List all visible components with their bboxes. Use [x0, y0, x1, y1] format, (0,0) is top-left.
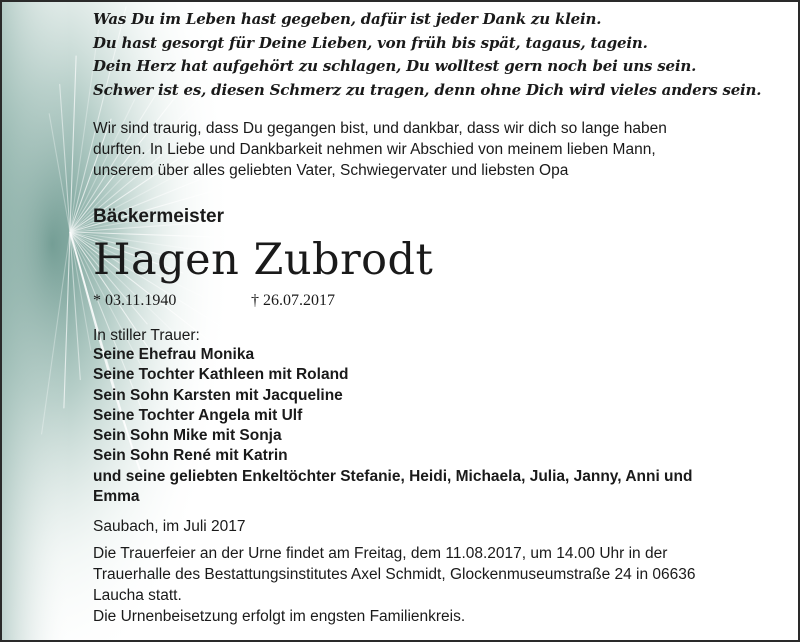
- funeral-line: Die Trauerfeier an der Urne findet am Freitag, dem 11.08.2017, um 14.00 Uhr in der: [93, 545, 668, 562]
- funeral-line: Die Urnenbeisetzung erfolgt im engsten Familienkreis.: [93, 608, 466, 625]
- mourner-line: Seine Tochter Kathleen mit Roland: [93, 366, 349, 384]
- verse-line: Du hast gesorgt für Deine Lieben, von früh bis spät, tagaus, tagein.: [93, 33, 648, 52]
- birth-date: * 03.11.1940: [93, 292, 177, 309]
- verse-line: Dein Herz hat aufgehört zu schlagen, Du wolltest gern noch bei uns sein.: [93, 57, 697, 75]
- funeral-line: Laucha statt.: [93, 587, 182, 604]
- intro-line: durften. In Liebe und Dankbarkeit nehmen wir Abschied von meinem lieben Mann,: [93, 141, 656, 158]
- place-and-date: Saubach, im Juli 2017: [93, 518, 246, 535]
- mourner-line: Sein Sohn René mit Katrin: [93, 447, 288, 465]
- funeral-line: Trauerhalle des Bestattungsinstitutes Axel Schmidt, Glockenmuseumstraße 24 in 06636: [93, 566, 696, 583]
- deceased-title: Bäckermeister: [93, 206, 224, 227]
- deceased-name: Hagen Zubrodt: [93, 235, 434, 285]
- verse-line: Was Du im Leben hast gegeben, dafür ist jeder Dank zu klein.: [93, 10, 602, 28]
- mourning-label: In stiller Trauer:: [93, 327, 200, 344]
- death-date: † 26.07.2017: [251, 292, 335, 309]
- mourner-line: Sein Sohn Mike mit Sonja: [93, 427, 282, 445]
- mourner-line: Emma: [93, 488, 140, 506]
- intro-line: unserem über alles geliebten Vater, Schwiegervater und liebsten Opa: [93, 162, 569, 179]
- mourner-line: und seine geliebten Enkeltöchter Stefanie, Heidi, Michaela, Julia, Janny, Anni und: [93, 467, 693, 485]
- mourner-line: Sein Sohn Karsten mit Jacqueline: [93, 386, 343, 404]
- mourner-line: Seine Ehefrau Monika: [93, 346, 255, 363]
- verse-line: Schwer ist es, diesen Schmerz zu tragen, denn ohne Dich wird vieles anders sein.: [93, 80, 762, 99]
- mourner-line: Seine Tochter Angela mit Ulf: [93, 406, 303, 424]
- intro-line: Wir sind traurig, dass Du gegangen bist, und dankbar, dass wir dich so lange haben: [93, 120, 667, 137]
